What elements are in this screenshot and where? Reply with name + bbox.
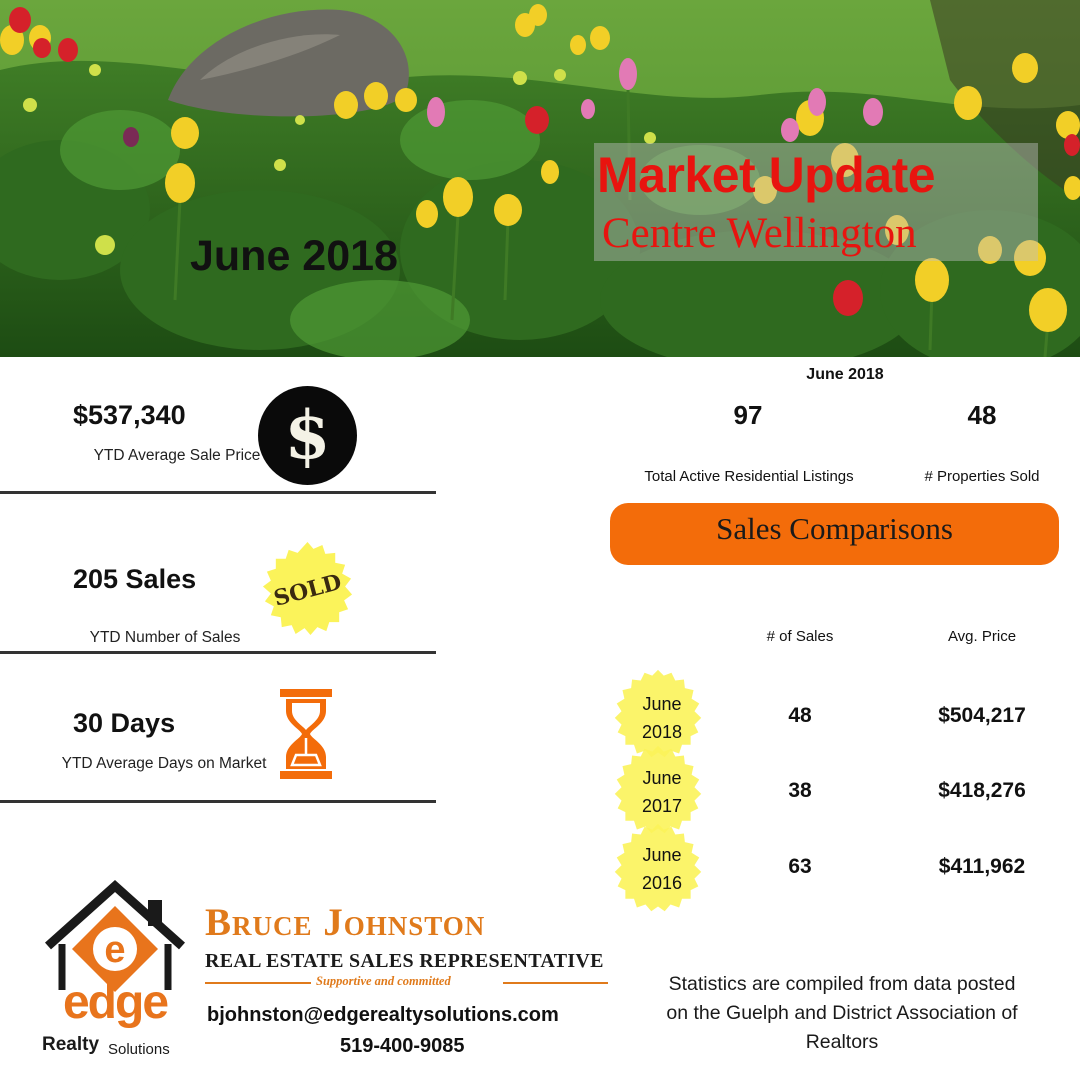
ytd-average-price-label: YTD Average Sale Price bbox=[93, 447, 261, 464]
logo-letter: e bbox=[104, 929, 126, 971]
ytd-days-value: 30 Days bbox=[73, 708, 176, 738]
agent-tagline: Supportive and committed bbox=[316, 974, 451, 988]
hero-month: June 2018 bbox=[190, 232, 398, 280]
active-listings-label: Total Active Residential Listings bbox=[644, 468, 854, 485]
dollar-icon: $ bbox=[258, 386, 357, 485]
avg-price-2017: $418,276 bbox=[938, 779, 1026, 802]
sold-badge-icon bbox=[258, 540, 357, 639]
sales-comparisons-heading: Sales Comparisons bbox=[610, 503, 1059, 565]
stat-divider bbox=[0, 651, 436, 654]
year-badge-label: June 2016 bbox=[641, 845, 683, 893]
statistics-footnote: Statistics are compiled from data posted on the Guelph and District Association of Realtors bbox=[666, 973, 1018, 1053]
sales-count-2016: 63 bbox=[788, 855, 812, 878]
properties-sold-value: 48 bbox=[967, 400, 997, 430]
sales-count-2017: 38 bbox=[788, 779, 812, 802]
ytd-sales-value: 205 Sales bbox=[73, 564, 197, 594]
ytd-average-price-value: $537,340 bbox=[73, 400, 186, 430]
hourglass-icon bbox=[280, 689, 332, 779]
tagline-rule-left bbox=[205, 982, 311, 984]
column-header-price: Avg. Price bbox=[947, 628, 1017, 645]
avg-price-2018: $504,217 bbox=[938, 704, 1026, 727]
tagline-rule-right bbox=[503, 982, 608, 984]
logo-word: edge bbox=[62, 976, 168, 1029]
column-header-sales: # of Sales bbox=[766, 628, 834, 645]
agent-email[interactable]: bjohnston@edgerealtysolutions.com bbox=[207, 1004, 559, 1026]
agent-phone[interactable]: 519-400-9085 bbox=[340, 1035, 465, 1057]
agent-name: Bruce Johnston bbox=[205, 901, 486, 944]
stat-divider bbox=[0, 491, 436, 494]
sales-count-2018: 48 bbox=[788, 704, 812, 727]
sold-badge-text: SOLD bbox=[271, 569, 345, 612]
ytd-days-label: YTD Average Days on Market bbox=[61, 755, 267, 772]
logo-word-solutions: Solutions bbox=[108, 1041, 170, 1058]
active-listings-value: 97 bbox=[733, 400, 763, 430]
page-subtitle: Centre Wellington bbox=[602, 210, 917, 257]
page-title: Market Update bbox=[597, 147, 936, 203]
ytd-sales-label: YTD Number of Sales bbox=[89, 629, 241, 646]
year-badge-label: June 2017 bbox=[641, 768, 683, 816]
avg-price-2016: $411,962 bbox=[938, 855, 1026, 878]
stat-divider bbox=[0, 800, 436, 803]
logo-word-realty: Realty bbox=[42, 1034, 100, 1055]
properties-sold-label: # Properties Sold bbox=[924, 468, 1040, 485]
edge-realty-logo bbox=[40, 878, 190, 1058]
agent-title: REAL ESTATE SALES REPRESENTATIVE bbox=[205, 950, 604, 972]
current-month-heading: June 2018 bbox=[806, 366, 884, 383]
year-badge-label: June 2018 bbox=[641, 694, 683, 742]
